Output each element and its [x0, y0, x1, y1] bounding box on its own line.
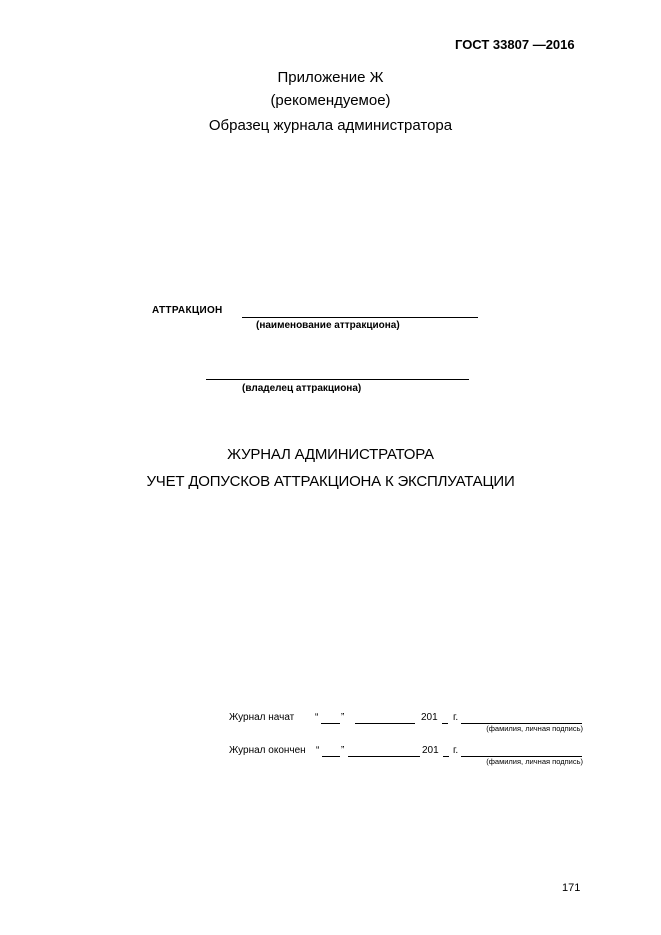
owner-caption: (владелец аттракциона)	[242, 383, 362, 394]
appendix-description: Образец журнала администратора	[208, 117, 453, 134]
started-year-digit-line	[442, 723, 448, 724]
finished-signature-caption: (фамилия, личная подпись)	[486, 757, 583, 766]
finished-month-line	[348, 756, 420, 757]
finished-quote-open: “	[316, 745, 320, 756]
attraction-name-line	[242, 317, 478, 318]
attraction-caption: (наименование аттракциона)	[256, 320, 400, 331]
journal-title: ЖУРНАЛ АДМИНИСТРАТОРА	[227, 446, 434, 463]
started-signature-caption: (фамилия, личная подпись)	[486, 724, 583, 733]
attraction-label: АТТРАКЦИОН	[152, 305, 223, 316]
started-quote-open: “	[315, 712, 319, 723]
finished-day-line	[322, 756, 340, 757]
appendix-title: Приложение Ж	[277, 69, 384, 86]
finished-year-suffix: г.	[453, 745, 459, 756]
owner-line	[206, 379, 469, 380]
journal-subtitle: УЧЕТ ДОПУСКОВ АТТРАКЦИОНА К ЭКСПЛУАТАЦИИ	[146, 473, 515, 490]
journal-started-label: Журнал начат	[229, 712, 295, 723]
journal-finished-label: Журнал окончен	[229, 745, 306, 756]
finished-quote-close: ”	[341, 745, 345, 756]
started-day-line	[321, 723, 340, 724]
finished-year: 201	[422, 745, 439, 756]
page-number: 171	[562, 882, 581, 894]
started-month-line	[355, 723, 415, 724]
started-year-suffix: г.	[453, 712, 459, 723]
started-quote-close: ”	[341, 712, 345, 723]
started-year: 201	[421, 712, 438, 723]
appendix-kind: (рекомендуемое)	[270, 92, 391, 109]
standard-code: ГОСТ 33807 —2016	[455, 37, 575, 52]
finished-year-digit-line	[443, 756, 449, 757]
